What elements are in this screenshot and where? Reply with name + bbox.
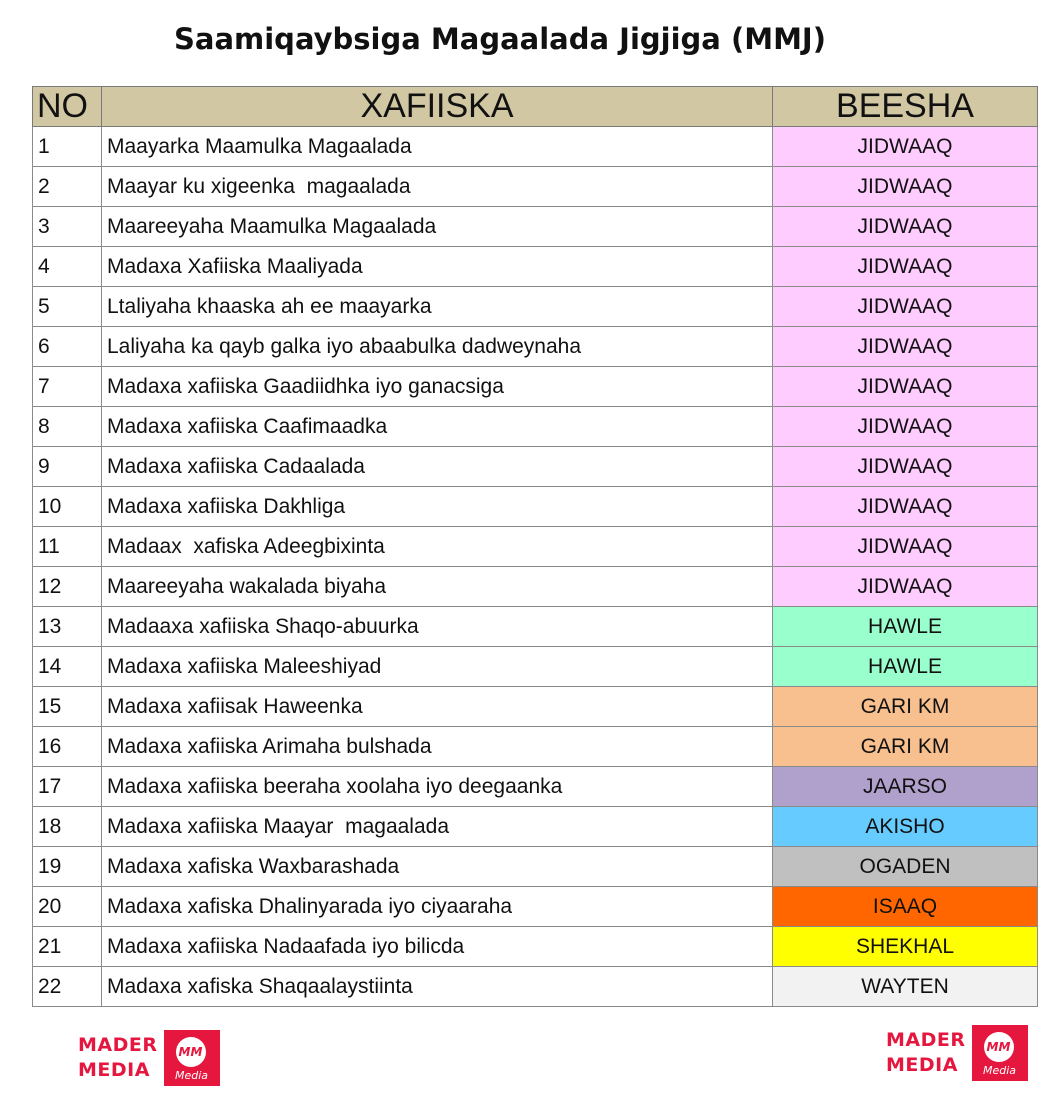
cell-xafiiska: Madaxa xafiiska Maleeshiyad	[102, 647, 773, 687]
cell-beesha: JIDWAAQ	[773, 127, 1038, 167]
table-row	[33, 607, 1038, 647]
cell-beesha: OGADEN	[773, 847, 1038, 887]
cell-beesha: JAARSO	[773, 767, 1038, 807]
cell-no: 20	[33, 887, 102, 927]
header-beesha: BEESHA	[773, 87, 1038, 127]
cell-xafiiska: Ltaliyaha khaaska ah ee maayarka	[102, 287, 773, 327]
cell-no: 1	[33, 127, 102, 167]
cell-beesha: HAWLE	[773, 607, 1038, 647]
cell-no: 2	[33, 167, 102, 207]
cell-no: 17	[33, 767, 102, 807]
cell-no: 5	[33, 287, 102, 327]
cell-beesha: ISAAQ	[773, 887, 1038, 927]
cell-beesha: JIDWAAQ	[773, 527, 1038, 567]
cell-no: 7	[33, 367, 102, 407]
header-xafiiska: XAFIISKA	[102, 87, 773, 127]
cell-no: 4	[33, 247, 102, 287]
table-row	[33, 407, 1038, 447]
table-row	[33, 527, 1038, 567]
cell-no: 9	[33, 447, 102, 487]
cell-no: 3	[33, 207, 102, 247]
table-row	[33, 327, 1038, 367]
cell-beesha: HAWLE	[773, 647, 1038, 687]
table-row	[33, 727, 1038, 767]
cell-beesha: WAYTEN	[773, 967, 1038, 1007]
mader-media-logo-right	[886, 1025, 1028, 1081]
cell-no: 16	[33, 727, 102, 767]
table-row	[33, 887, 1038, 927]
mm-logo-icon: MM	[176, 1037, 206, 1067]
cell-beesha: JIDWAAQ	[773, 167, 1038, 207]
cell-xafiiska: Laliyaha ka qayb galka iyo abaabulka dadweynaha	[102, 327, 773, 367]
cell-xafiiska: Madaxa Xafiiska Maaliyada	[102, 247, 773, 287]
cell-xafiiska: Madaxa xafiska Waxbarashada	[102, 847, 773, 887]
cell-xafiiska: Maayar ku xigeenka magaalada	[102, 167, 773, 207]
cell-no: 12	[33, 567, 102, 607]
cell-beesha: SHEKHAL	[773, 927, 1038, 967]
table-row	[33, 367, 1038, 407]
cell-xafiiska: Madaxa xafiiska Gaadiidhka iyo ganacsiga	[102, 367, 773, 407]
table-row	[33, 287, 1038, 327]
cell-no: 8	[33, 407, 102, 447]
cell-no: 15	[33, 687, 102, 727]
cell-xafiiska: Madaxa xafiiska Cadaalada	[102, 447, 773, 487]
cell-no: 6	[33, 327, 102, 367]
table-row	[33, 687, 1038, 727]
table-row	[33, 567, 1038, 607]
cell-xafiiska: Madaxa xafiisak Haweenka	[102, 687, 773, 727]
table-row	[33, 767, 1038, 807]
cell-no: 10	[33, 487, 102, 527]
cell-beesha: GARI KM	[773, 727, 1038, 767]
cell-beesha: JIDWAAQ	[773, 327, 1038, 367]
cell-xafiiska: Madaxa xafiska Dhalinyarada iyo ciyaaraha	[102, 887, 773, 927]
logo-wordmark: MADER MEDIA	[886, 1029, 966, 1076]
logo-badge: MM Media	[164, 1030, 220, 1086]
cell-beesha: JIDWAAQ	[773, 287, 1038, 327]
cell-beesha: JIDWAAQ	[773, 367, 1038, 407]
cell-xafiiska: Madaaxa xafiiska Shaqo-abuurka	[102, 607, 773, 647]
cell-xafiiska: Maareeyaha wakalada biyaha	[102, 567, 773, 607]
table-row	[33, 927, 1038, 967]
cell-no: 13	[33, 607, 102, 647]
allocation-table	[32, 86, 1038, 1007]
table-row	[33, 167, 1038, 207]
table-row	[33, 127, 1038, 167]
cell-beesha: GARI KM	[773, 687, 1038, 727]
page-title: Saamiqaybsiga Magaalada Jigjiga (MMJ)	[174, 22, 826, 56]
cell-beesha: JIDWAAQ	[773, 207, 1038, 247]
cell-beesha: AKISHO	[773, 807, 1038, 847]
table-header-row	[33, 87, 1038, 127]
logo-badge: MM Media	[972, 1025, 1028, 1081]
cell-xafiiska: Madaxa xafiiska Caafimaadka	[102, 407, 773, 447]
cell-beesha: JIDWAAQ	[773, 247, 1038, 287]
cell-beesha: JIDWAAQ	[773, 447, 1038, 487]
mader-media-logo-left	[78, 1030, 220, 1086]
cell-no: 14	[33, 647, 102, 687]
logo-wordmark: MADER MEDIA	[78, 1034, 158, 1081]
cell-xafiiska: Maareeyaha Maamulka Magaalada	[102, 207, 773, 247]
table-row	[33, 847, 1038, 887]
cell-xafiiska: Madaxa xafiiska Nadaafada iyo bilicda	[102, 927, 773, 967]
cell-xafiiska: Madaxa xafiiska Maayar magaalada	[102, 807, 773, 847]
cell-xafiiska: Madaxa xafiska Shaqaalaystiinta	[102, 967, 773, 1007]
cell-xafiiska: Maayarka Maamulka Magaalada	[102, 127, 773, 167]
header-no: NO	[33, 87, 102, 127]
table-row	[33, 967, 1038, 1007]
cell-no: 18	[33, 807, 102, 847]
table-row	[33, 487, 1038, 527]
cell-no: 11	[33, 527, 102, 567]
table-row	[33, 207, 1038, 247]
cell-xafiiska: Madaax xafiska Adeegbixinta	[102, 527, 773, 567]
cell-no: 21	[33, 927, 102, 967]
cell-xafiiska: Madaxa xafiiska Arimaha bulshada	[102, 727, 773, 767]
mm-logo-icon: MM	[984, 1032, 1014, 1062]
table-row	[33, 247, 1038, 287]
cell-xafiiska: Madaxa xafiiska Dakhliga	[102, 487, 773, 527]
cell-xafiiska: Madaxa xafiiska beeraha xoolaha iyo deegaanka	[102, 767, 773, 807]
cell-no: 19	[33, 847, 102, 887]
table-row	[33, 447, 1038, 487]
cell-beesha: JIDWAAQ	[773, 407, 1038, 447]
cell-no: 22	[33, 967, 102, 1007]
cell-beesha: JIDWAAQ	[773, 567, 1038, 607]
table-row	[33, 647, 1038, 687]
cell-beesha: JIDWAAQ	[773, 487, 1038, 527]
table-row	[33, 807, 1038, 847]
